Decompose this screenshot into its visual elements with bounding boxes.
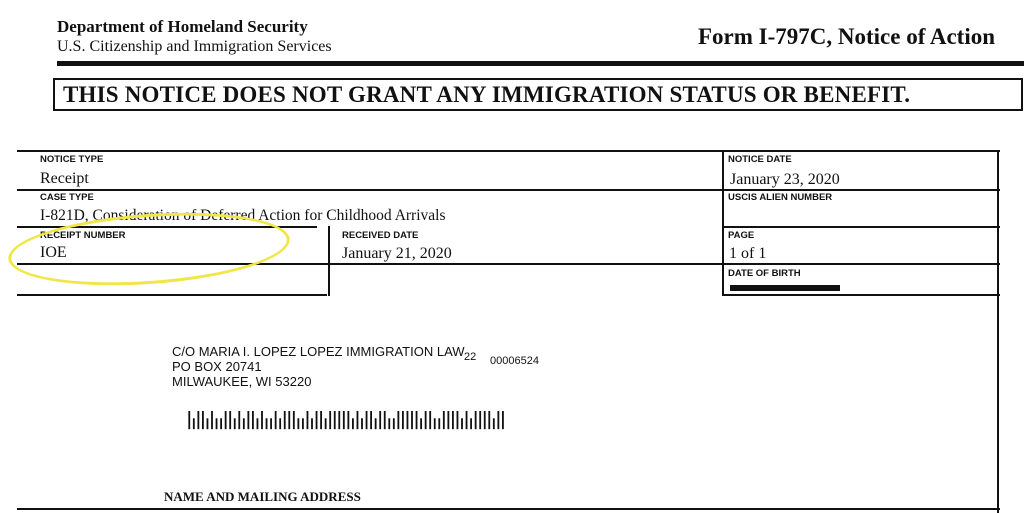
barcode-bar (202, 411, 204, 429)
barcode-bar (434, 418, 436, 429)
page-label: PAGE (728, 230, 755, 241)
address-line-2: PO BOX 20741 (172, 359, 262, 374)
barcode-bar (352, 418, 354, 429)
barcode-bar (361, 418, 363, 429)
barcode-bar (443, 411, 445, 429)
barcode-bar (247, 411, 249, 429)
status-disclaimer-banner: THIS NOTICE DOES NOT GRANT ANY IMMIGRATION STATUS OR BENEFIT. (63, 82, 911, 107)
barcode-bar (302, 418, 304, 429)
barcode-bar (425, 411, 427, 429)
barcode-bar (502, 411, 504, 429)
barcode-bar (466, 411, 468, 429)
form-title: Form I-797C, Notice of Action (698, 24, 996, 49)
receipt-number-label: RECEIPT NUMBER (40, 230, 126, 241)
barcode-bar (329, 411, 331, 429)
barcode-bar (297, 418, 299, 429)
barcode-bar (229, 411, 231, 429)
barcode-bar (293, 411, 295, 429)
barcode-bar (270, 418, 272, 429)
barcode-bar (243, 418, 245, 429)
grid-line-alien (722, 226, 1000, 228)
notice-type-label: NOTICE TYPE (40, 154, 104, 165)
barcode-bar (411, 411, 413, 429)
received-date-value: January 21, 2020 (342, 245, 452, 262)
address-line-3: MILWAUKEE, WI 53220 (172, 374, 312, 389)
agency-subname: U.S. Citizenship and Immigration Services (57, 38, 332, 55)
grid-col-mid (328, 226, 330, 296)
barcode-bar (216, 418, 218, 429)
grid-line-bottom-left (17, 294, 327, 296)
barcode-bar (366, 411, 368, 429)
barcode-bar (416, 411, 418, 429)
notice-date-value: January 23, 2020 (730, 171, 840, 188)
dob-redacted-bar (730, 285, 840, 291)
case-type-value: I-821D, Consideration of Deferred Action for Childhood Arrivals (40, 207, 446, 224)
barcode-bar (388, 418, 390, 429)
address-line-1: C/O MARIA I. LOPEZ LOPEZ IMMIGRATION LAW (172, 344, 465, 359)
notice-date-label: NOTICE DATE (728, 154, 792, 165)
barcode-bar (261, 411, 263, 429)
barcode-bar (347, 411, 349, 429)
address-code-a: 22 (464, 351, 477, 363)
barcode-bar (393, 418, 395, 429)
barcode-bar (320, 411, 322, 429)
barcode-bar (343, 411, 345, 429)
agency-name: Department of Homeland Security (57, 17, 308, 36)
barcode-bar (429, 411, 431, 429)
barcode-bar (257, 418, 259, 429)
barcode-bar (461, 418, 463, 429)
barcode-bar (479, 411, 481, 429)
barcode-bar (375, 418, 377, 429)
barcode-bar (438, 418, 440, 429)
barcode-bar (193, 418, 195, 429)
receipt-number-value: IOE (40, 244, 67, 261)
barcode-bar (488, 411, 490, 429)
page-value: 1 of 1 (729, 245, 767, 262)
barcode-bar (493, 418, 495, 429)
barcode-bar (311, 418, 313, 429)
notice-type-value: Receipt (40, 170, 89, 187)
barcode-bar (338, 411, 340, 429)
grid-line-top (17, 150, 1000, 152)
barcode-bar (234, 418, 236, 429)
barcode-bar (225, 411, 227, 429)
barcode-bar (397, 411, 399, 429)
grid-line-row1 (17, 189, 1000, 191)
received-date-label: RECEIVED DATE (342, 230, 419, 241)
barcode-bar (197, 411, 199, 429)
barcode-bar (475, 411, 477, 429)
barcode-bar (407, 411, 409, 429)
barcode-bar (316, 411, 318, 429)
barcode-bar (384, 411, 386, 429)
barcode-bar (266, 418, 268, 429)
barcode-bar (334, 411, 336, 429)
barcode-bar (207, 418, 209, 429)
barcode-bar (325, 418, 327, 429)
barcode-bar (288, 411, 290, 429)
barcode-bar (252, 411, 254, 429)
barcode-bar (220, 418, 222, 429)
barcode-bar (279, 418, 281, 429)
barcode-bar (484, 411, 486, 429)
barcode-bar (284, 411, 286, 429)
barcode-bar (452, 411, 454, 429)
barcode-bar (402, 411, 404, 429)
barcode-bar (447, 411, 449, 429)
address-code-b: 00006524 (490, 355, 539, 367)
barcode-bar (457, 411, 459, 429)
barcode-bar (188, 411, 190, 429)
barcode-bar (357, 411, 359, 429)
header-divider (57, 61, 1024, 66)
case-type-label: CASE TYPE (40, 192, 94, 203)
barcode-bar (275, 411, 277, 429)
barcode-bar (497, 411, 499, 429)
barcode-bar (420, 418, 422, 429)
barcode-bar (370, 411, 372, 429)
grid-border-right (997, 150, 999, 513)
postal-barcode (172, 411, 532, 431)
alien-number-label: USCIS ALIEN NUMBER (728, 192, 833, 203)
barcode-bar (470, 418, 472, 429)
dob-label: DATE OF BIRTH (728, 268, 801, 279)
barcode-bar (379, 411, 381, 429)
barcode-bar (211, 411, 213, 429)
barcode-bar (307, 411, 309, 429)
name-mailing-address-label: NAME AND MAILING ADDRESS (164, 489, 361, 504)
grid-line-bottom-right (722, 294, 1000, 296)
grid-col-right (722, 150, 724, 296)
grid-line-footer (17, 508, 1000, 510)
barcode-bar (238, 411, 240, 429)
